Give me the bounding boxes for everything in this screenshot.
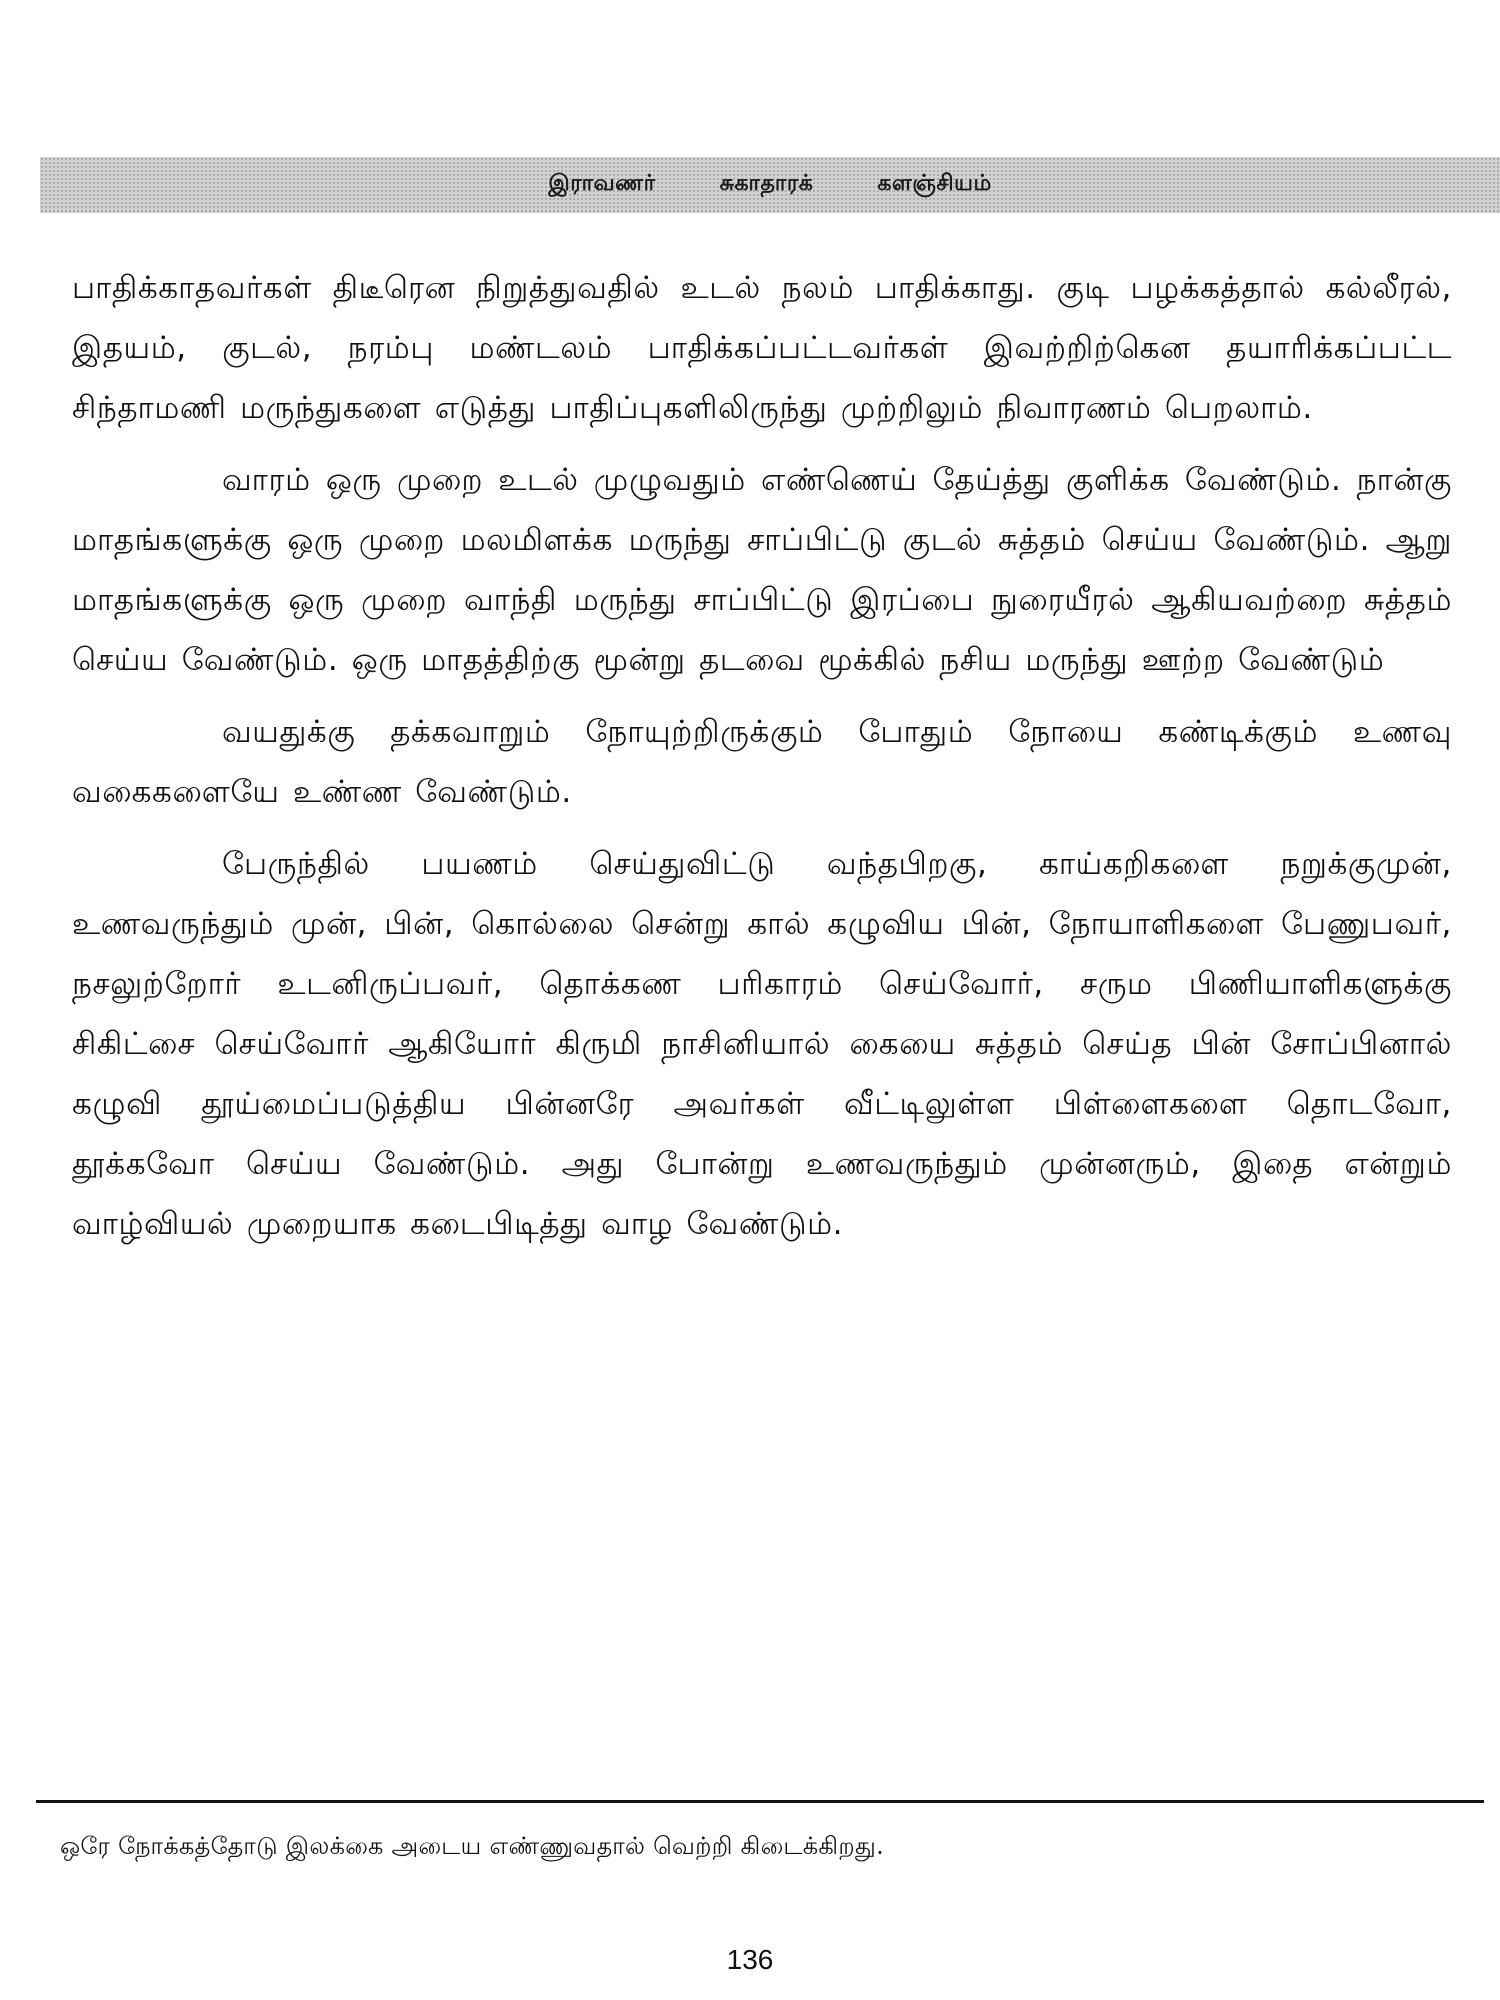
running-header [40, 157, 1500, 213]
header-word-3: களஞ்சியம் [877, 171, 992, 196]
header-word-2: சுகாதாரக் [719, 171, 814, 196]
paragraph-3: வயதுக்கு தக்கவாறும் நோயுற்றிருக்கும் போதும் நோயை கண்டிக்கும் உணவு வகைகளையே உண்ண வேண்டும். [72, 714, 1452, 810]
paragraph-2: வாரம் ஒரு முறை உடல் முழுவதும் எண்ணெய் தேய்த்து குளிக்க வேண்டும். நான்கு மாதங்களுக்கு ஒரு முறை மலமிளக்க மருந்து சாப்பிட்டு குடல் சுத்தம் செய்ய வேண்டும். ஆறு மாதங்களுக்கு ஒரு முறை வாந்தி மருந்து சாப்பிட்டு இரப்பை நுரையீரல் ஆகியவற்றை சுத்தம் செய்ய வேண்டும். ஒரு மாதத்திற்கு மூன்று தடவை மூக்கில் நசிய மருந்து ஊற்ற வேண்டும் [72, 462, 1452, 678]
page-number: 136 [726, 1944, 774, 1975]
footer-quote: ஒரே நோக்கத்தோடு இலக்கை அடைய எண்ணுவதால் வெற்றி கிடைக்கிறது. [60, 1832, 885, 1860]
paragraph-1: பாதிக்காதவர்கள் திடீரென நிறுத்துவதில் உடல் நலம் பாதிக்காது. குடி பழக்கத்தால் கல்லீரல், இதயம், குடல், நரம்பு மண்டலம் பாதிக்கப்பட்டவர்கள் இவற்றிற்கென தயாரிக்கப்பட்ட சிந்தாமணி மருந்துகளை எடுத்து பாதிப்புகளிலிருந்து முற்றிலும் நிவாரணம் பெறலாம். [72, 270, 1452, 426]
header-word-1: இராவணர் [548, 171, 656, 196]
paragraph-4: பேருந்தில் பயணம் செய்துவிட்டு வந்தபிறகு, காய்கறிகளை நறுக்குமுன், உணவருந்தும் முன், பின், கொல்லை சென்று கால் கழுவிய பின், நோயாளிகளை பேணுபவர், நசலுற்றோர் உடனிருப்பவர், தொக்கண பரிகாரம் செய்வோர், சரும பிணியாளிகளுக்கு சிகிட்சை செய்வோர் ஆகியோர் கிருமி நாசினியால் கையை சுத்தம் செய்த பின் சோப்பினால் கழுவி தூய்மைப்படுத்திய பின்னரே அவர்கள் வீட்டிலுள்ள பிள்ளைகளை தொடவோ, தூக்கவோ செய்ய வேண்டும். அது போன்று உணவருந்தும் முன்னரும், இதை என்றும் வாழ்வியல் முறையாக கடைபிடித்து வாழ வேண்டும். [72, 846, 1452, 1242]
body-text [72, 258, 1452, 1266]
footer-divider [36, 1800, 1484, 1803]
